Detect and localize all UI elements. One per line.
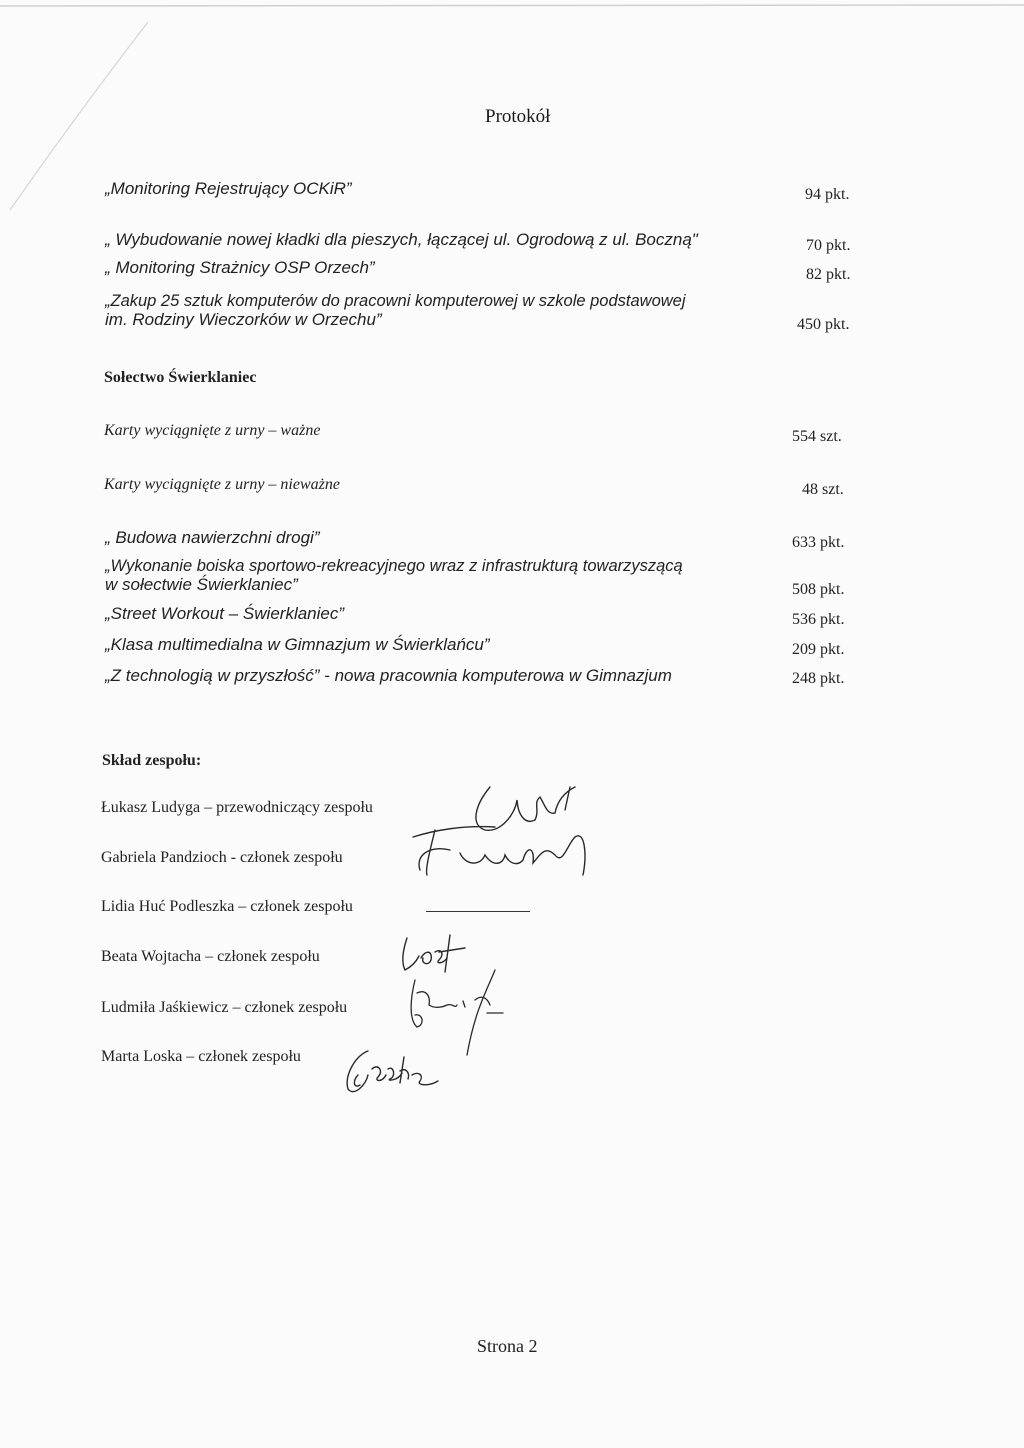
project-label: „Street Workout – Świerklaniec” (105, 604, 345, 623)
project-points: 70 pkt. (806, 237, 851, 254)
project-points: 633 pkt. (792, 534, 845, 551)
project-label-line1: „Zakup 25 sztuk komputerów do pracowni komputerowej w szkole podstawowej (105, 292, 686, 310)
team-heading: Skład zespołu: (102, 752, 202, 769)
project-points: 209 pkt. (792, 641, 845, 658)
project-label-line2: im. Rodziny Wieczorków w Orzechu” (105, 310, 382, 329)
team-member: Lidia Huć Podleszka – członek zespołu (101, 898, 353, 915)
valid-cards-label: Karty wyciągnięte z urny – ważne (104, 422, 321, 439)
project-label-line2: w sołectwie Świerklaniec” (105, 575, 298, 594)
page-number: Strona 2 (477, 1336, 538, 1356)
project-points: 536 pkt. (792, 611, 845, 628)
project-points: 450 pkt. (797, 316, 850, 333)
valid-cards-value: 554 szt. (792, 428, 842, 445)
project-label: „Z technologią w przyszłość” - nowa pracownia komputerowa w Gimnazjum (105, 666, 672, 685)
team-member: Gabriela Pandzioch - członek zespołu (101, 849, 343, 866)
signature-loska (338, 1045, 458, 1100)
project-label: „ Monitoring Strażnicy OSP Orzech” (105, 258, 375, 277)
team-member: Ludmiła Jaśkiewicz – członek zespołu (101, 999, 348, 1016)
team-member: Łukasz Ludyga – przewodniczący zespołu (101, 799, 373, 816)
project-points: 94 pkt. (805, 186, 850, 203)
project-points: 508 pkt. (792, 581, 845, 598)
team-member: Marta Loska – członek zespołu (101, 1048, 301, 1065)
section-heading: Sołectwo Świerklaniec (104, 369, 257, 386)
team-member: Beata Wojtacha – członek zespołu (101, 948, 320, 965)
project-points: 82 pkt. (806, 266, 851, 283)
invalid-cards-value: 48 szt. (802, 481, 844, 498)
project-label: „ Budowa nawierzchni drogi” (105, 528, 320, 547)
project-label: „ Wybudowanie nowej kładki dla pieszych, łączącej ul. Ogrodową z ul. Boczną" (105, 230, 698, 249)
page-title: Protokół (485, 106, 551, 127)
project-label: „Klasa multimedialna w Gimnazjum w Świerklańcu” (105, 635, 490, 654)
project-label: „Monitoring Rejestrujący OCKiR” (105, 179, 352, 198)
invalid-cards-label: Karty wyciągnięte z urny – nieważne (104, 476, 340, 493)
signature-line (426, 911, 530, 912)
signature-ludyga-pandzioch (405, 775, 605, 880)
project-points: 248 pkt. (792, 670, 845, 687)
project-label-line1: „Wykonanie boiska sportowo-rekreacyjnego wraz z infrastrukturą towarzyszącą (105, 557, 683, 575)
